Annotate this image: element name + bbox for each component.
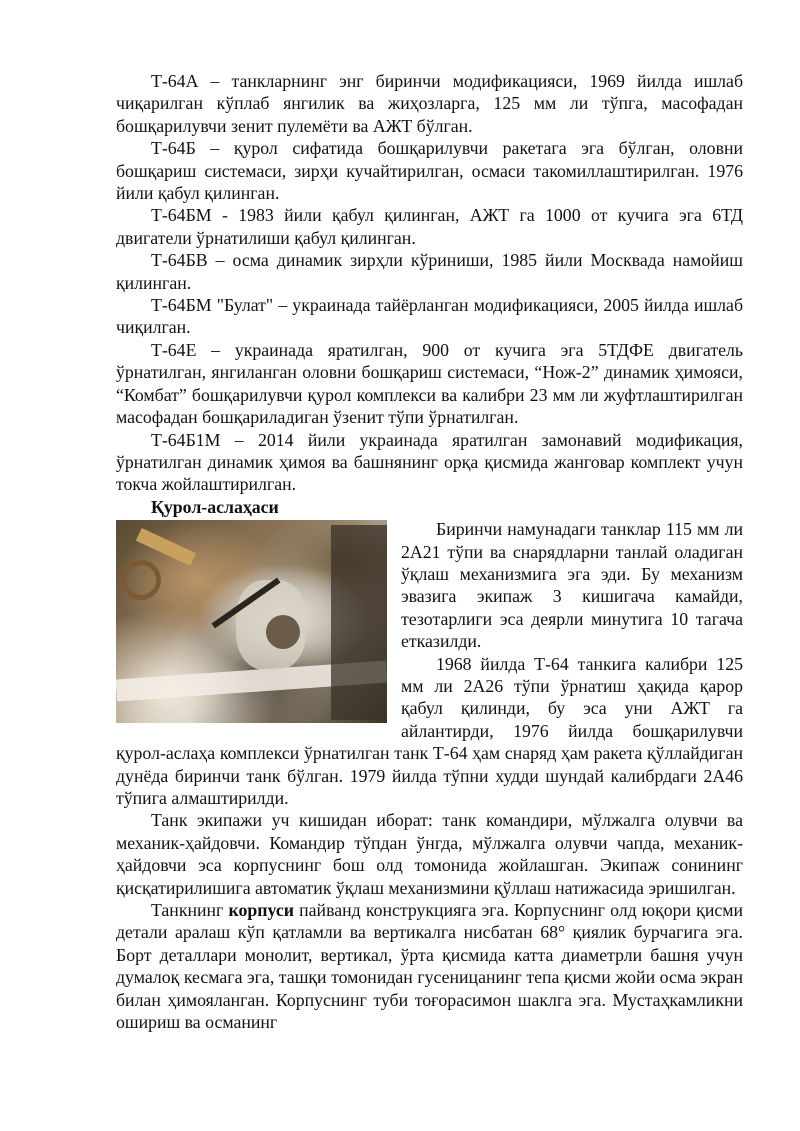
- paragraph-t64bm-bulat: Т-64БМ "Булат" – украинада тайёрланган модификацияси, 2005 йилда ишлаб чиқилган.: [116, 295, 743, 338]
- section-heading: Қурол-аслаҳаси: [151, 496, 279, 517]
- paragraph-t64bv: Т-64БВ – осма динамик зирҳли кўриниши, 1985 йили Москвада намойиш қилинган.: [116, 250, 743, 293]
- paragraph-t64b: Т-64Б – қурол сифатида бошқарилувчи ракетага эга бўлган, оловни бошқариш системаси, зирҳи кучайтирилган, осмаси такомиллаштирилган. 1976 йили қабул қилинган.: [116, 138, 743, 204]
- paragraph-crew: Танк экипажи уч кишидан иборат: танк командири, мўлжалга олувчи ва механик-ҳайдовчи. Командир тўпдан ўнгда, мўлжалга олувчи чапда, механик-ҳайдовчи эса корпуснинг бош олд томонида жойлашган. Экипаж сонининг қисқатирилишига автоматик ўқлаш механизмини қўллаш натижасида эришилган.: [116, 810, 743, 898]
- paragraph-first-tanks: Биринчи намунадаги танклар 115 мм ли 2А21 тўпи ва снарядларни танлай оладиган ўқлаш механизмига эга эди. Бу механизм эвазига экипаж 3 кишигача камайди, тезотарлиги эса деярли минутига 10 тагача етказилди.: [401, 519, 743, 652]
- hull-text-before: Танкнинг: [151, 900, 229, 921]
- paragraph-1968: 1968 йилда Т-64 танкига калибри 125 мм ли 2А26 тўпи ўрнатиш ҳақида қарор қабул қилинди, бу эса уни АЖТ га айлантирди, 1976 йилда бошқарилувчи қурол-аслаҳа комплекси ўрнатилган танк Т-64 ҳам снаряд ҳам ракета қўллайдиган дунёда биринчи танк бўлган. 1979 йилда тўпни худди шундай калибрдаги 2А46 тўпига алмаштирилди.: [116, 653, 743, 808]
- hull-text-after: пайванд конструкцияга эга. Корпуснинг олд юқори қисми детали аралаш кўп қатламли ва вертикалга нисбатан 68° қиялик бурчагига эга. Борт деталлари монолит, вертикал, ўрта қисмида катта диаметрли башня учун думалоқ кесмага эга, ташқи томонидан гусеницанинг тепа қисми жойи осма экран билан ҳимояланган. Корпуснинг туби тоғорасимон шаклга эга. Мустаҳкамликни ошириш ва османинг: [116, 900, 743, 1033]
- paragraph-t64bm: Т-64БМ - 1983 йили қабул қилинган, АЖТ га 1000 от кучига эга 6ТД двигатели ўрнатилиши қабул қилинган.: [116, 205, 743, 248]
- hull-bold-term: корпуси: [228, 900, 294, 921]
- paragraph-t64b1m: Т-64Б1М – 2014 йили украинада яратилган замонавий модификация, ўрнатилган динамик ҳимоя ва башнянинг орқа қисмида жанговар комплект учун токча жойлаштирилган.: [116, 429, 743, 495]
- paragraph-t64a: Т-64А – танкларнинг энг биринчи модификацияси, 1969 йилда ишлаб чиқарилган кўплаб янгилик ва жиҳозларга, 125 мм ли тўпга, масофадан бошқарилувчи зенит пулемёти ва АЖТ бўлган.: [116, 71, 743, 136]
- paragraph-t64e: Т-64Е – украинада яратилган, 900 от кучига эга 5ТДФЕ двигатель ўрнатилган, янгиланган оловни бошқариш системаси, “Нож-2” динамик ҳимояси, “Комбат” бошқарилувчи қурол комплекси ва калибри 23 мм ли жуфтлаштирилган масофадан бошқариладиган ўзенит тўпи ўрнатилган.: [116, 339, 743, 428]
- paragraph-hull: [116, 899, 743, 1033]
- tank-gun-photo: [116, 520, 387, 723]
